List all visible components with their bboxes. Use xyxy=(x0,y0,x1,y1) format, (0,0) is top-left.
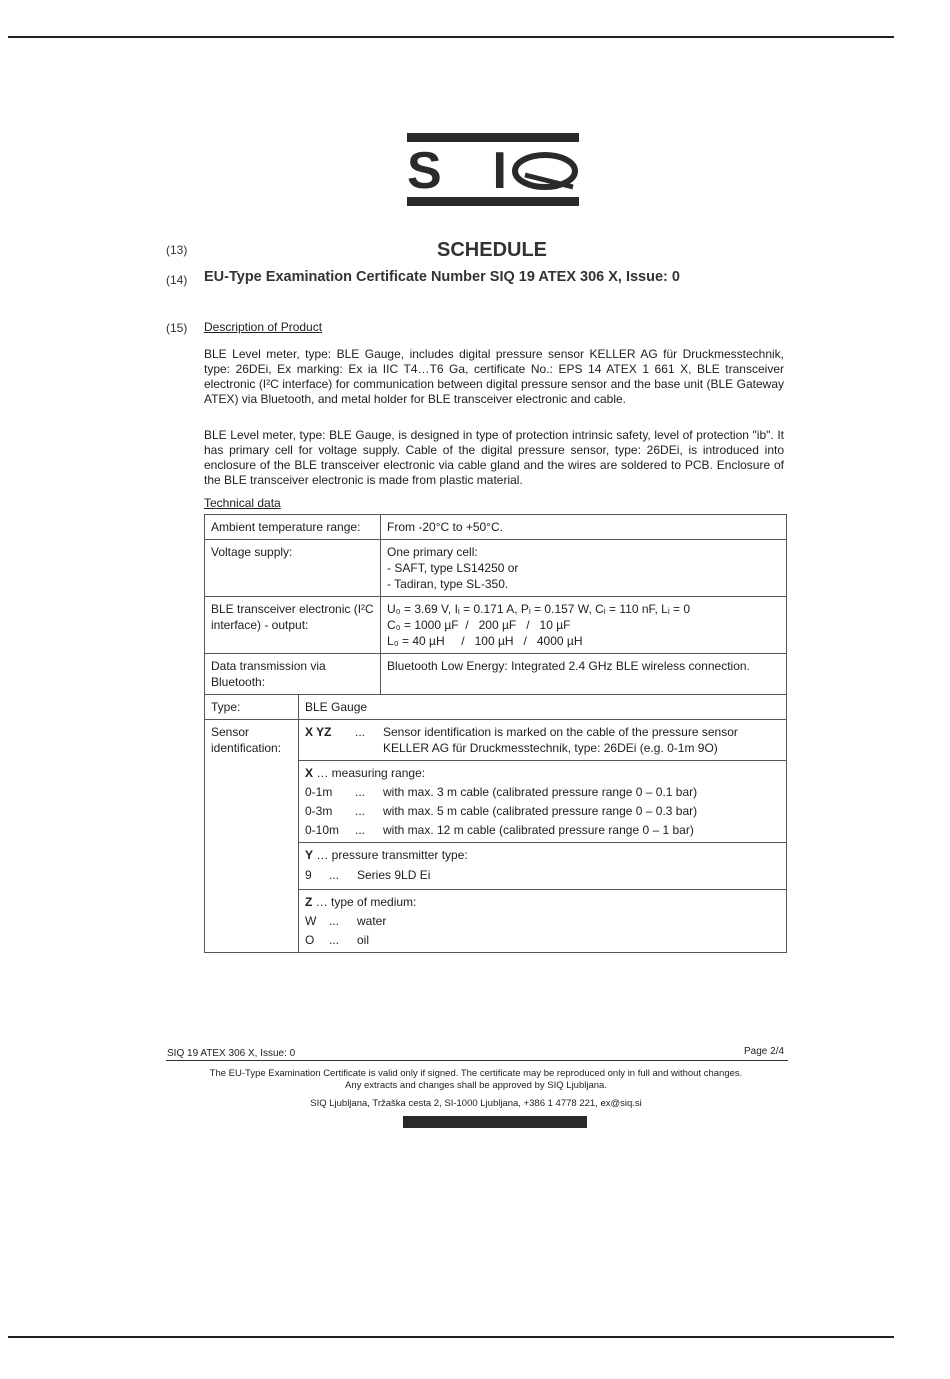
sensor-value xyxy=(299,720,787,761)
x-row xyxy=(305,822,780,838)
y-row xyxy=(305,867,780,883)
y-heading xyxy=(305,847,780,863)
z-dots: ... xyxy=(329,933,340,947)
x-desc: with max. 12 m cable (calibrated pressure range 0 – 1 bar) xyxy=(383,823,694,837)
description-paragraph-1: BLE Level meter, type: BLE Gauge, includes digital pressure sensor KELLER AG für Druckmesstechnik, type: 26DEi, Ex marking: Ex ia IIC T4…T6 Ga, certificate No.: EPS 14 ATEX 1 661 X, BLE transceiver electronic (I²C interface) for communication between digital pressure sensor and the base unit (BLE Gateway ATEX) via Bluetooth, and metal holder for BLE transceiver electronic and cable. xyxy=(204,347,784,406)
ble-label: BLE transceiver electronic (I²C interface) - output: xyxy=(205,597,381,654)
voltage-label: Voltage supply: xyxy=(205,540,381,597)
y-code: 9 xyxy=(305,868,312,882)
sensor-code: X YZ xyxy=(305,725,332,739)
x-code: 0-3m xyxy=(305,804,333,818)
sensor-code-row xyxy=(305,724,780,756)
y-desc: Series 9LD Ei xyxy=(357,868,431,882)
voltage-value xyxy=(381,540,787,597)
voltage-intro: One primary cell: xyxy=(387,545,478,559)
technical-data-heading: Technical data xyxy=(204,496,281,510)
y-letter: Y xyxy=(305,848,314,862)
z-desc: water xyxy=(357,914,387,928)
data-value: Bluetooth Low Energy: Integrated 2.4 GHz BLE wireless connection. xyxy=(381,654,787,695)
svg-text:SI: SI xyxy=(407,143,507,195)
footer-bar xyxy=(403,1116,587,1128)
x-code: 0-1m xyxy=(305,785,333,799)
table-row-ambient xyxy=(205,515,787,540)
y-heading-text: … pressure transmitter type: xyxy=(313,848,468,862)
section-14-number: (14) xyxy=(166,273,188,287)
sensor-description: Sensor identification is marked on the cable of the pressure sensor KELLER AG für Druckmesstechnik, type: 26DEi (e.g. 0-1m 9O) xyxy=(383,725,738,755)
z-block xyxy=(299,890,787,953)
ble-value xyxy=(381,597,787,654)
y-dots: ... xyxy=(329,868,340,882)
x-dots: ... xyxy=(355,823,366,837)
x-row xyxy=(305,803,780,819)
ambient-label: Ambient temperature range: xyxy=(205,515,381,540)
z-code: O xyxy=(305,933,315,947)
x-heading xyxy=(305,765,780,781)
footer-page-number: Page 2/4 xyxy=(744,1046,785,1057)
z-code: W xyxy=(305,914,317,928)
sensor-dots: ... xyxy=(355,725,366,739)
x-dots: ... xyxy=(355,804,366,818)
table-row-data xyxy=(205,654,787,695)
x-heading-text: … measuring range: xyxy=(313,766,426,780)
ambient-value: From -20°C to +50°C. xyxy=(381,515,787,540)
z-desc: oil xyxy=(357,933,370,947)
certificate-title: EU-Type Examination Certificate Number SIQ 19 ATEX 306 X, Issue: 0 xyxy=(204,269,680,285)
table-row-sensor xyxy=(205,720,787,761)
z-letter: Z xyxy=(305,895,313,909)
footer-address: SIQ Ljubljana, Tržaška cesta 2, SI-1000 Ljubljana, +386 1 4778 221, ex@siq.si xyxy=(310,1098,642,1109)
data-label: Data transmission via Bluetooth: xyxy=(205,654,381,695)
footer-note-line-2: Any extracts and changes shall be approved by SIQ Ljubljana. xyxy=(345,1080,607,1091)
sensor-label: Sensor identification: xyxy=(205,720,299,953)
z-heading-text: … type of medium: xyxy=(312,895,417,909)
x-dots: ... xyxy=(355,785,366,799)
footer-validity-note xyxy=(166,1068,786,1092)
bottom-rule xyxy=(8,1336,894,1338)
schedule-title: SCHEDULE xyxy=(437,239,548,261)
type-value: BLE Gauge xyxy=(299,695,787,720)
logo-bottom-bar xyxy=(407,197,579,206)
description-paragraph-2: BLE Level meter, type: BLE Gauge, is designed in type of protection intrinsic safety, level of protection "ib". It has primary cell for voltage supply. Cable of the digital pressure sensor, type: 26DEi, is introduced into enclosure of the BLE transceiver electronic via cable gland and the wires are soldered to PCB. Enclosure of the BLE transceiver electronic is made from plastic material. xyxy=(204,428,784,487)
x-row xyxy=(305,784,780,800)
siq-logo xyxy=(407,133,579,207)
voltage-item: - SAFT, type LS14250 or xyxy=(387,560,780,576)
top-rule xyxy=(8,36,894,38)
y-block xyxy=(299,843,787,890)
description-heading: Description of Product xyxy=(204,320,323,334)
voltage-item: - Tadiran, type SL-350. xyxy=(387,576,780,592)
logo-top-bar xyxy=(407,133,579,142)
voltage-list xyxy=(387,560,780,592)
footer-note-line-1: The EU-Type Examination Certificate is valid only if signed. The certificate may be reproduced only in full and without changes. xyxy=(209,1068,743,1079)
ble-line-1: U₀ = 3.69 V, Iᵢ = 0.171 A, Pᵢ = 0.157 W, Cᵢ = 110 nF, Lᵢ = 0 xyxy=(387,602,691,616)
type-label: Type: xyxy=(205,695,299,720)
ble-line-3: L₀ = 40 µH / 100 µH / 4000 µH xyxy=(387,634,583,648)
x-desc: with max. 5 m cable (calibrated pressure range 0 – 0.3 bar) xyxy=(383,804,698,818)
table-row-ble xyxy=(205,597,787,654)
logo-wordmark xyxy=(407,143,579,195)
z-dots: ... xyxy=(329,914,340,928)
footer-certificate-ref: SIQ 19 ATEX 306 X, Issue: 0 xyxy=(167,1048,296,1059)
table-row-type xyxy=(205,695,787,720)
x-letter: X xyxy=(305,766,314,780)
x-block xyxy=(299,761,787,843)
ble-line-2: C₀ = 1000 µF / 200 µF / 10 µF xyxy=(387,618,571,632)
x-desc: with max. 3 m cable (calibrated pressure range 0 – 0.1 bar) xyxy=(383,785,698,799)
technical-data-table xyxy=(204,514,787,953)
section-15-number: (15) xyxy=(166,321,188,335)
x-code: 0-10m xyxy=(305,823,340,837)
z-row xyxy=(305,913,780,929)
section-13-number: (13) xyxy=(166,243,188,257)
table-row-voltage xyxy=(205,540,787,597)
z-row xyxy=(305,932,780,948)
z-heading xyxy=(305,894,780,910)
footer-divider xyxy=(166,1060,788,1061)
